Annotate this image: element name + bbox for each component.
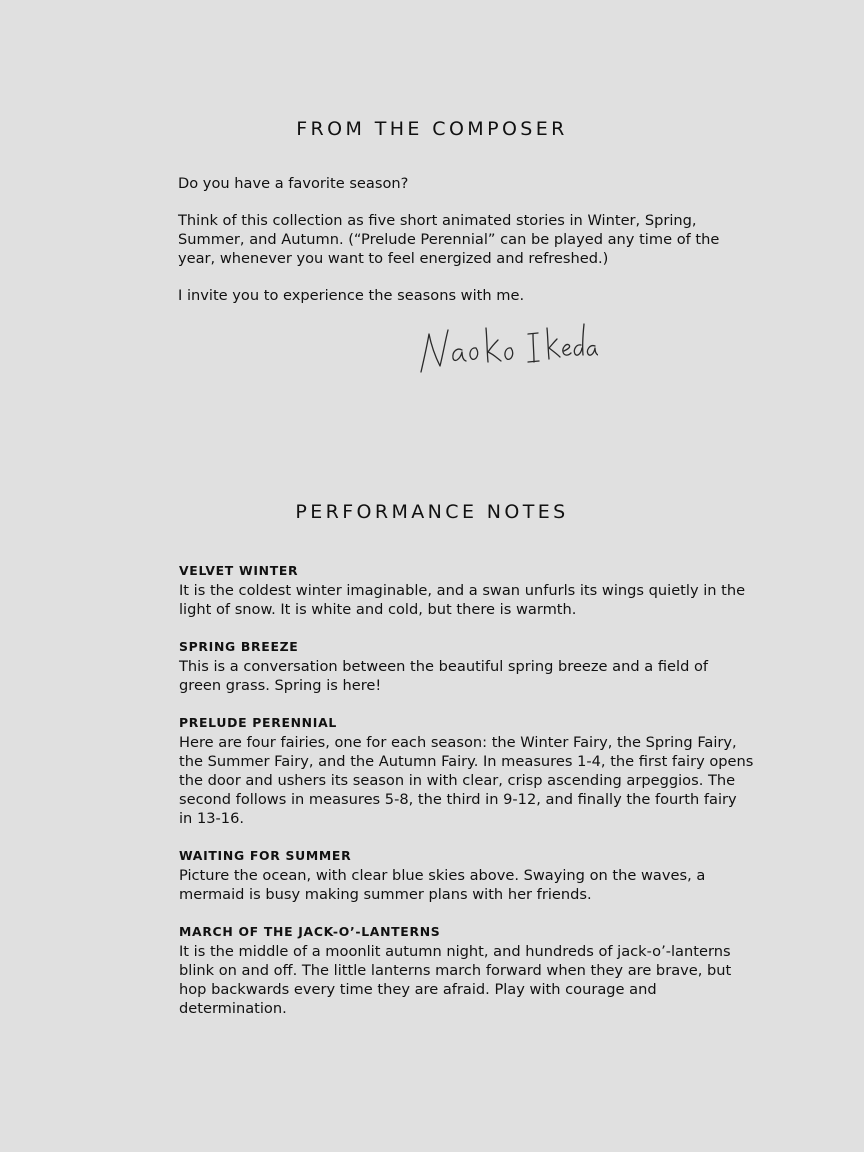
note-text: It is the coldest winter imaginable, and a swan unfurls its wings quietly in the light of snow. It is white and cold, but there is warmth. [179, 582, 746, 618]
note-title: PRELUDE PERENNIAL [179, 715, 337, 730]
note-velvet-winter [179, 563, 754, 619]
note-text: Picture the ocean, with clear blue skies above. Swaying on the waves, a mermaid is busy making summer plans with her friends. [179, 867, 706, 903]
note-spring-breeze [179, 639, 754, 695]
note-waiting-for-summer [179, 848, 754, 904]
note-title: SPRING BREEZE [179, 639, 299, 654]
composer-signature [418, 314, 598, 378]
composer-paragraph: I invite you to experience the seasons with me. [178, 287, 525, 304]
composer-section-heading: FROM THE COMPOSER [296, 118, 568, 140]
note-title: WAITING FOR SUMMER [179, 848, 352, 863]
composer-letter [178, 174, 748, 323]
note-march-of-the-jack-o-lanterns [179, 924, 754, 1018]
note-text: Here are four fairies, one for each season: the Winter Fairy, the Spring Fairy, the Summer Fairy, and the Autumn Fairy. In measures 1-4, the first fairy opens the door and ushers its season in with clear, crisp ascending arpeggios. The second follows in measures 5-8, the third in 9-12, and finally the fourth fairy in 13-16. [179, 734, 754, 827]
note-title: MARCH OF THE JACK-O’-LANTERNS [179, 924, 441, 939]
note-text: It is the middle of a moonlit autumn night, and hundreds of jack-o’-lanterns blink on and off. The little lanterns march forward when they are brave, but hop backwards every time they are afraid. Play with courage and determination. [179, 943, 732, 1017]
composer-paragraph: Do you have a favorite season? [178, 175, 409, 192]
performance-notes-heading: PERFORMANCE NOTES [295, 501, 569, 523]
note-title: VELVET WINTER [179, 563, 299, 578]
performance-notes-list [179, 563, 754, 1038]
composer-paragraph: Think of this collection as five short animated stories in Winter, Spring, Summer, and Autumn. (“Prelude Perennial” can be played any time of the year, whenever you want to feel energized and refreshed.) [178, 212, 720, 267]
note-text: This is a conversation between the beautiful spring breeze and a field of green grass. Spring is here! [179, 658, 709, 694]
note-prelude-perennial [179, 715, 754, 828]
